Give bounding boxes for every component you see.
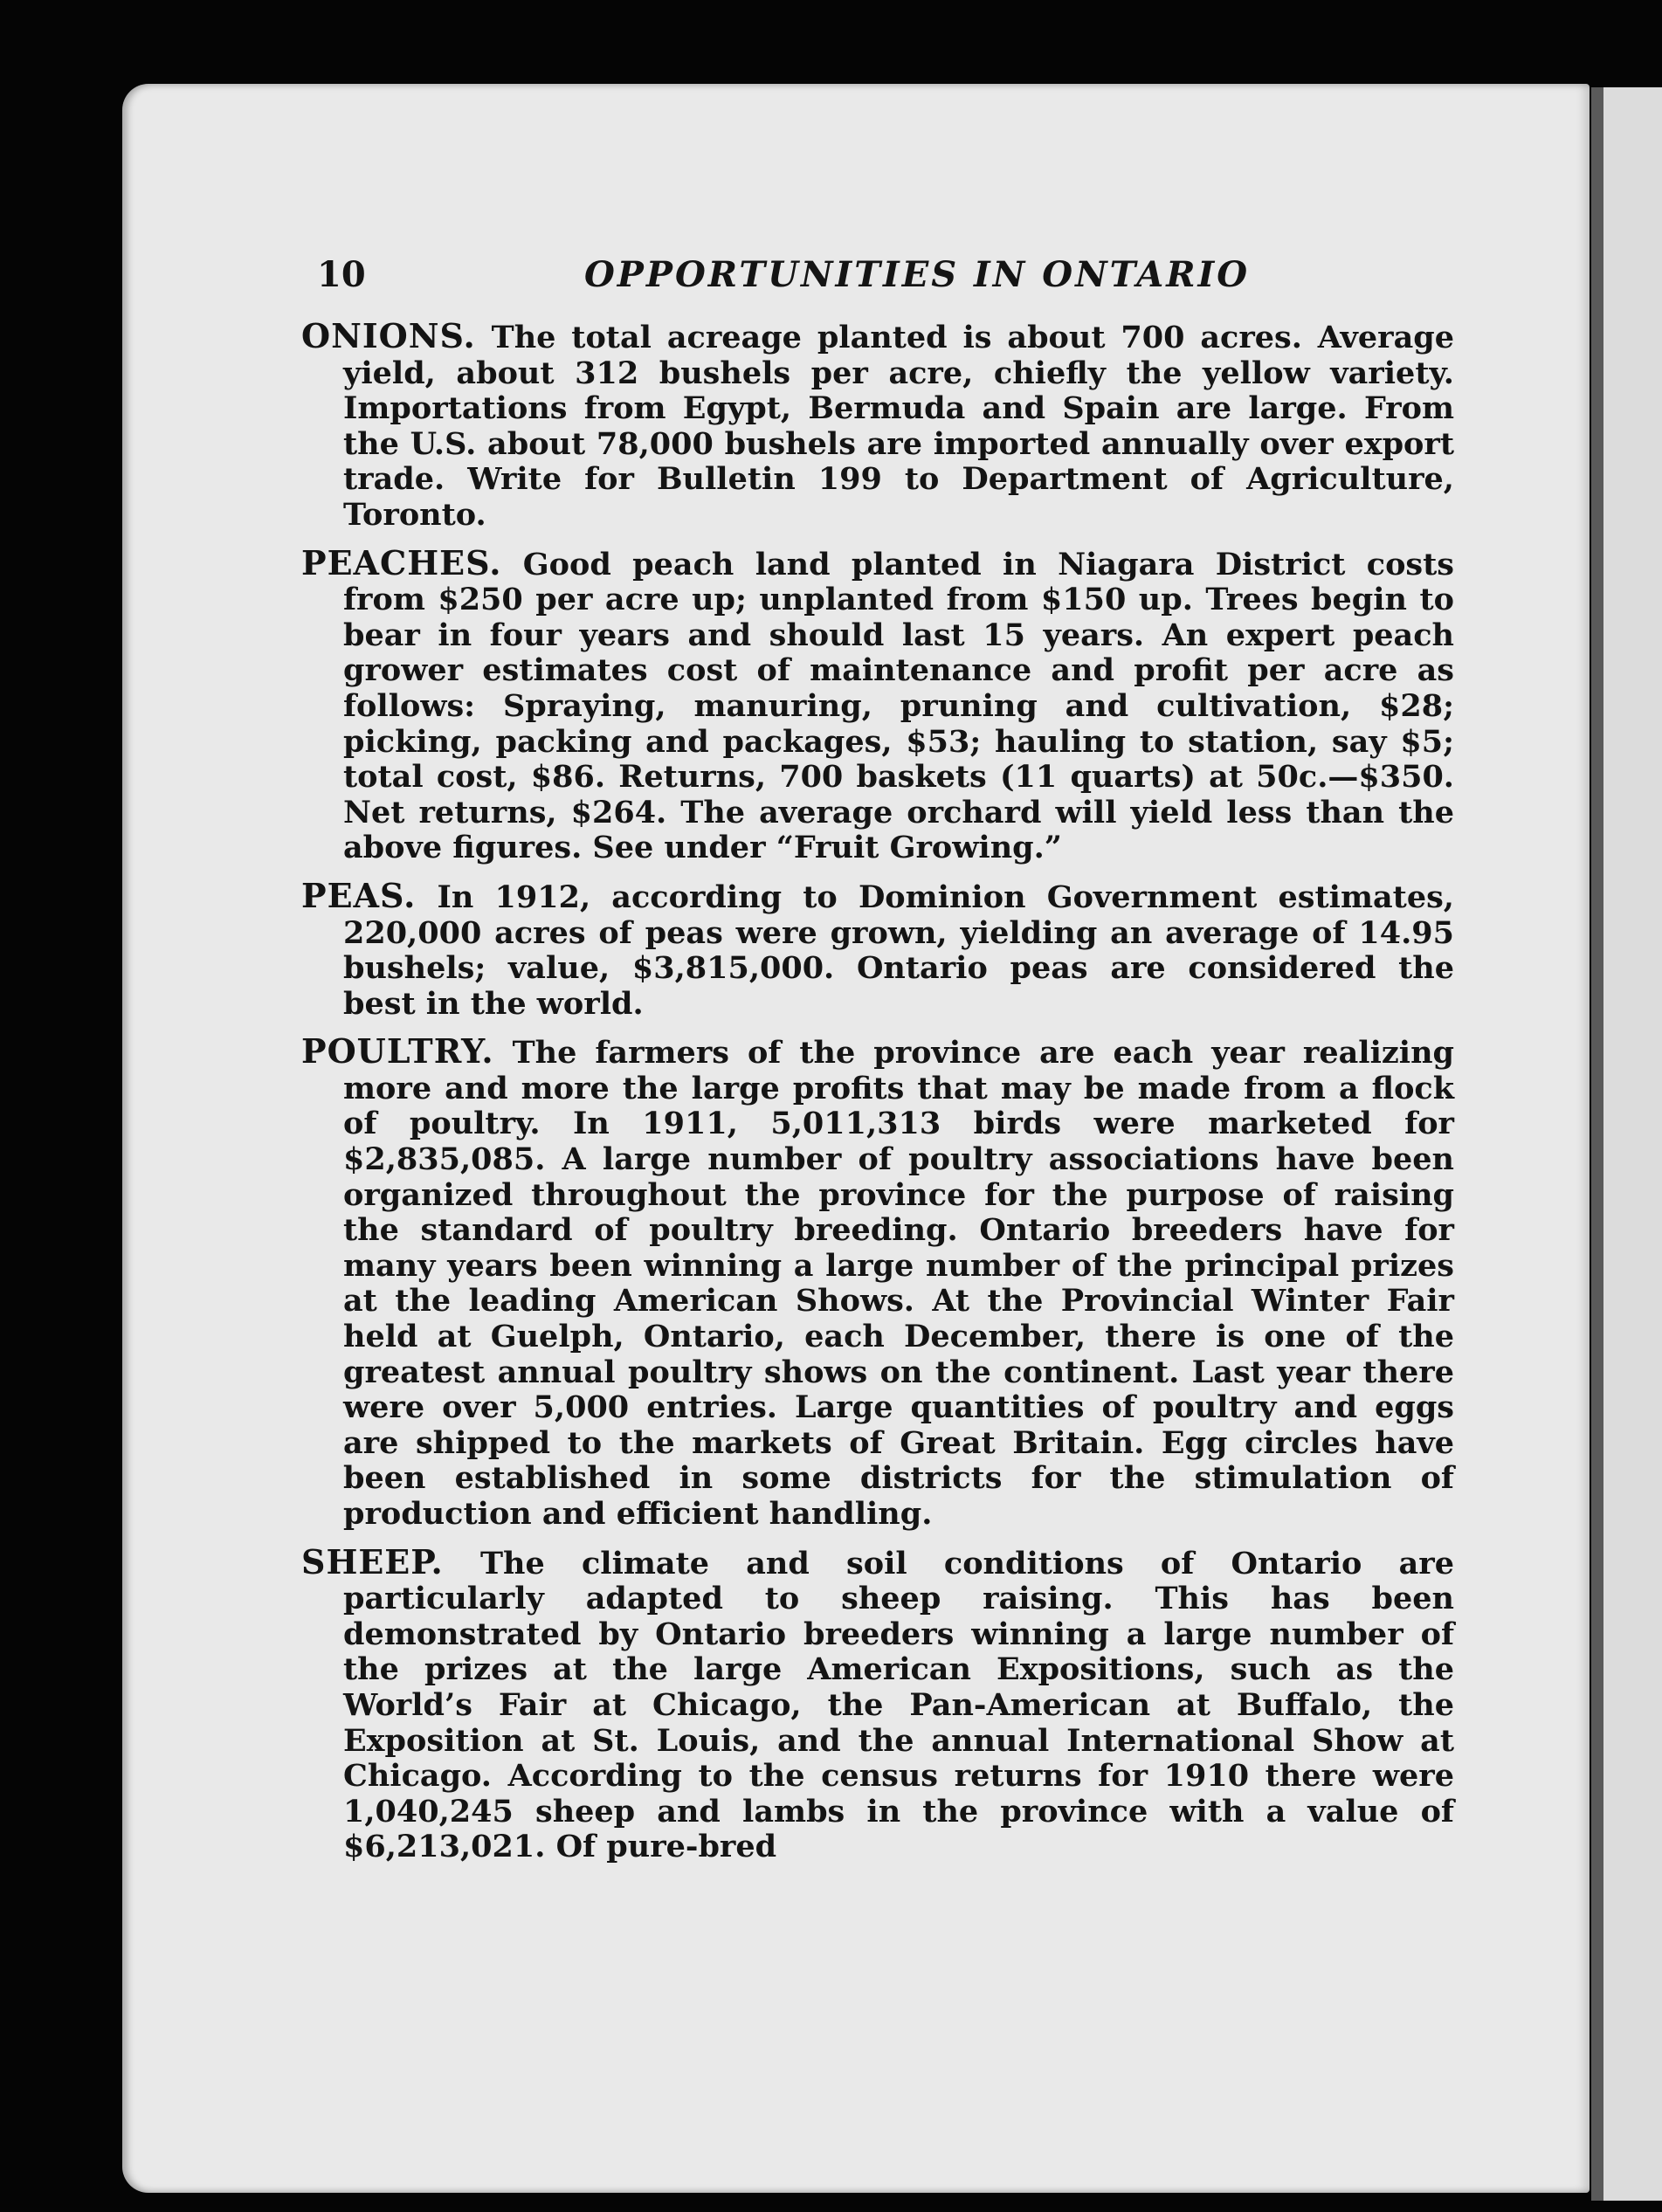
entry-text: The farmers of the province are each year realizing more and more the large profits that may be made from a flock of poultry. In 1911, 5,011,313 birds were marketed for $2,835,085. A large number of poultry associations have been organized throughout the province for the purpose of raising the standard of poultry breeding. Ontario breeders have for many years been winning a large number of the principal prizes at the leading American Shows. At the Provincial Winter Fair held at Guelph, Ontario, each December, there is one of the greatest annual poultry shows on the continent. Last year there were over 5,000 entries. Large quantities of poultry and eggs are shipped to the markets of Great Britain. Egg circles have been established in some districts for the stimulation of production and efficient handling. <box>343 1035 1454 1532</box>
entry-poultry <box>301 1031 1454 1532</box>
entry-heading: POULTRY. <box>301 1031 494 1072</box>
entry-heading: PEAS. <box>301 875 417 915</box>
entry-text: The total acreage planted is about 700 acres. Average yield, about 312 bushels per acre, chiefly the yellow variety. Importations from Egypt, Bermuda and Spain are large. From the U.S. about 78,000 bushels are imported annually over export trade. Write for Bulletin 199 to Department of Agriculture, Toronto. <box>343 320 1454 533</box>
entry-onions <box>301 316 1454 534</box>
entry-peaches <box>301 542 1454 866</box>
page-header-title: OPPORTUNITIES IN ONTARIO <box>583 254 1251 295</box>
entry-text: The climate and soil conditions of Ontario are particularly adapted to sheep raising. This has been demonstrated by Ontario breeders winning a large number of the prizes at the large American Expositions, such as the World’s Fair at Chicago, the Pan-American at Buffalo, the Exposition at St. Louis, and the annual International Show at Chicago. According to the census returns for 1910 there were 1,040,245 sheep and lambs in the province with a value of $6,213,021. Of pure-bred <box>343 1545 1455 1865</box>
entry-text: In 1912, according to Dominion Government estimates, 220,000 acres of peas were grown, yielding an average of 14.95 bushels; value, $3,815,000. Ontario peas are considered the best in the world. <box>343 879 1454 1022</box>
entry-heading: PEACHES. <box>301 542 502 582</box>
entry-sheep <box>301 1541 1455 1865</box>
entry-text: Good peach land planted in Niagara District costs from $250 per acre up; unplanted from $150 up. Trees begin to bear in four years and should last 15 years. An expert peach grower estimates cost of maintenance and profit per acre as follows: Spraying, manuring, pruning and cultivation, $28; picking, packing and packages, $53; hauling to station, say $5; total cost, $86. Returns, 700 baskets (11 quarts) at 50c.—$350. Net returns, $264. The average orchard will yield less than the above figures. See under “Fruit Growing.” <box>343 546 1454 866</box>
entry-peas <box>301 875 1454 1022</box>
page-number: 10 <box>317 254 366 295</box>
running-head <box>301 249 1454 312</box>
page-content <box>301 249 1454 1878</box>
entry-heading: SHEEP. <box>301 1541 444 1581</box>
adjacent-page-edge <box>1591 87 1662 2201</box>
entry-heading: ONIONS. <box>301 316 476 355</box>
